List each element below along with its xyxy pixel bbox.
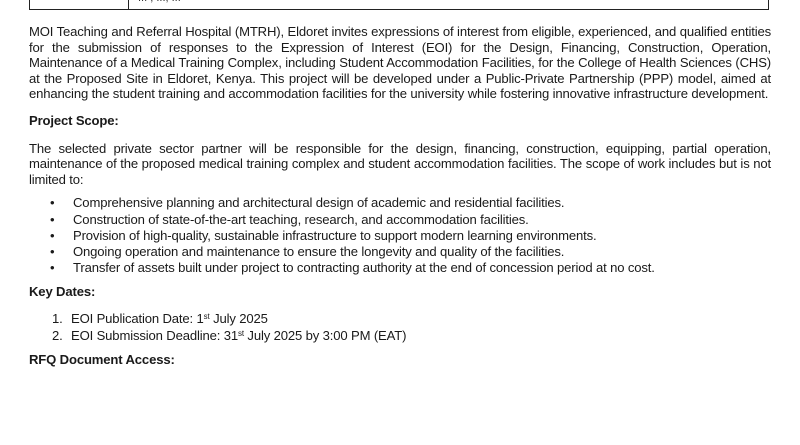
- rfq-heading: RFQ Document Access:: [29, 352, 175, 368]
- list-item: • Construction of state-of-the-art teaching, research, and accommodation facilities.: [50, 211, 529, 227]
- bullet-icon: •: [50, 243, 55, 259]
- table-cell-text: [138, 0, 181, 4]
- list-item: 2. EOI Submission Deadline: 31st July 2025 by 3:00 PM (EAT): [52, 327, 407, 343]
- bullet-icon: •: [50, 227, 55, 243]
- bullet-icon: •: [50, 211, 55, 227]
- list-item: • Provision of high-quality, sustainable infrastructure to support modern learning environments.: [50, 227, 597, 243]
- list-item: 1. EOI Publication Date: 1st July 2025: [52, 310, 268, 326]
- table-divider: [128, 0, 129, 9]
- list-item: • Ongoing operation and maintenance to ensure the longevity and quality of the facilities.: [50, 243, 565, 259]
- project-scope-heading: Project Scope:: [29, 112, 119, 128]
- scope-list: [29, 195, 771, 276]
- eoi-notice: [29, 24, 771, 380]
- list-item: • Comprehensive planning and architectural design of academic and residential facilities.: [50, 195, 565, 211]
- intro-paragraph: MOI Teaching and Referral Hospital (MTRH), Eldoret invites expressions of interest from eligible, experienced, and qualified entities for the submission of responses to the Expression of Interest (EOI) for the Design, Financing, Construction, Operation, Maintenance of a Medical Training Complex, including Student Accommodation Facilities, for the College of Health Sciences (CHS) at the Proposed Site in Eldoret, Kenya. This project will be developed under a Public-Private Partnership (PPP) model, aimed at enhancing the student training and accommodation facilities for the university while fostering innovative infrastructure development.: [29, 24, 771, 102]
- key-dates-heading: Key Dates:: [29, 284, 96, 300]
- top-table-fragment: [29, 0, 769, 10]
- key-dates-list: [29, 311, 771, 344]
- bullet-icon: •: [50, 260, 55, 276]
- project-scope-paragraph: The selected private sector partner will be responsible for the design, financing, construction, equipping, partial operation, maintenance of the proposed medical training complex and student accommodation facilities. The scope of work includes but is not limited to:: [29, 140, 771, 187]
- list-item: • Transfer of assets built under project to contracting authority at the end of concession period at no cost.: [50, 260, 655, 276]
- bullet-icon: •: [50, 195, 55, 211]
